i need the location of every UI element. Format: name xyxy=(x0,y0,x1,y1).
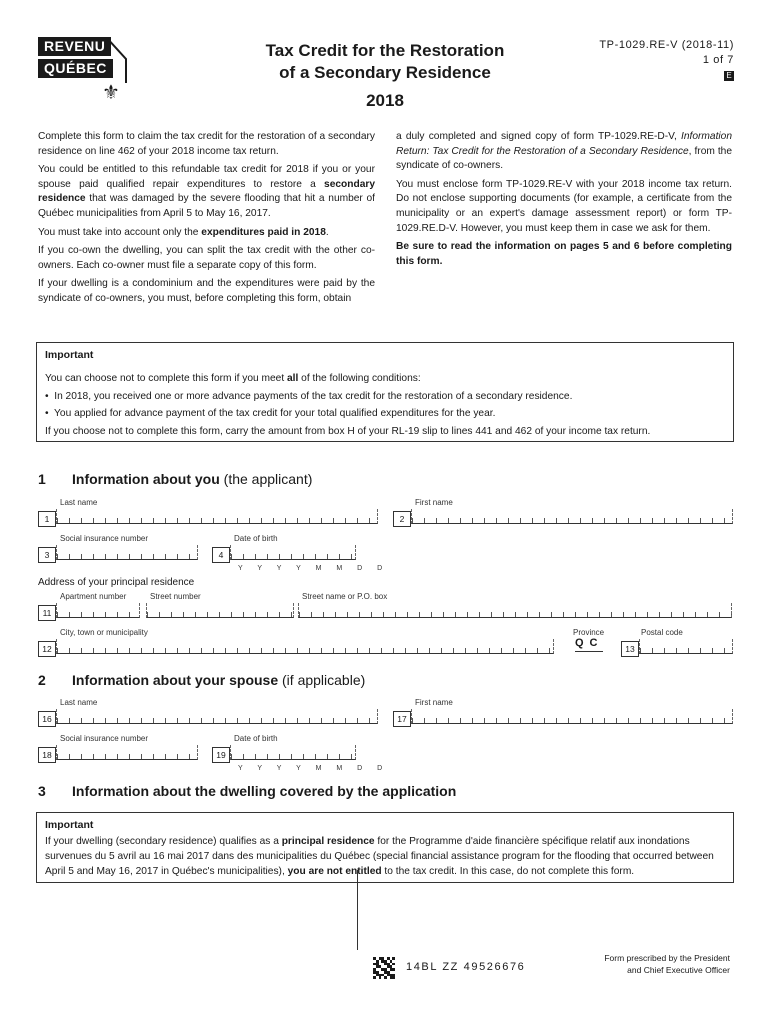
important-line1: You can choose not to complete this form if you meet all of the following conditions: xyxy=(45,373,421,384)
prescribed-by xyxy=(604,952,730,976)
fleur-de-lis-icon: ⚜ xyxy=(102,82,120,104)
important-box-advance-payments xyxy=(36,342,734,442)
logo-line2: QUÉBEC xyxy=(38,59,113,78)
spouse-first-name-input[interactable] xyxy=(411,709,733,724)
vertical-divider xyxy=(357,870,358,950)
page-indicator: 1 of 7 xyxy=(702,54,734,66)
section-3-title: Information about the dwelling covered by the application xyxy=(72,783,457,799)
label-street-number: Street number xyxy=(150,592,201,601)
intro-column-right xyxy=(396,130,732,273)
intro-p7: You must enclose form TP-1029.RE-V with your 2018 income tax return. Do not enclose supporting documents (for example, a certificate from the municipality or an expert's damage assessment report) or form TP-1029.RE.D-V. However, you must keep them in case we ask for them. xyxy=(396,178,732,234)
spouse-last-name-input[interactable] xyxy=(56,709,378,724)
important-lines xyxy=(45,370,650,440)
label-city: City, town or municipality xyxy=(60,628,148,637)
spouse-label-last-name: Last name xyxy=(60,698,98,707)
box-13: 13 xyxy=(621,641,639,657)
applicant-sin-input[interactable] xyxy=(56,545,198,560)
section-1-heading xyxy=(38,471,438,491)
intro-p3: You must take into account only the expenditures paid in 2018. xyxy=(38,226,329,238)
section-2-heading xyxy=(38,672,488,692)
intro-p5: If your dwelling is a condominium and the expenditures were paid by the syndicate of co-owners, you must, before completing this form, obtain xyxy=(38,278,375,304)
spouse-label-dob: Date of birth xyxy=(234,734,278,743)
spouse-sin-input[interactable] xyxy=(56,745,198,760)
street-number-input[interactable] xyxy=(146,603,294,618)
title-line2: of a Secondary Residence xyxy=(279,63,491,82)
box-17: 17 xyxy=(393,711,411,727)
intro-column-left xyxy=(38,130,375,311)
logo-line1: REVENU xyxy=(38,37,111,56)
important2-heading: Important xyxy=(45,819,94,831)
label-dob: Date of birth xyxy=(234,534,278,543)
label-postal-code: Postal code xyxy=(641,628,683,637)
box-12: 12 xyxy=(38,641,56,657)
important-line4: If you choose not to complete this form, carry the amount from box H of your RL-19 slip to lines 441 and 462 of your income tax return. xyxy=(45,425,651,437)
prescribed-line1: Form prescribed by the President xyxy=(604,953,730,963)
dob-format-hint: Y Y Y Y M M D D xyxy=(238,565,389,572)
intro-p4: If you co-own the dwelling, you can split the tax credit with the other co-owners. Each co-owner must file a separate copy of this form. xyxy=(38,245,375,271)
label-street-name: Street name or P.O. box xyxy=(302,592,388,601)
form-title xyxy=(230,40,540,112)
spouse-label-first-name: First name xyxy=(415,698,453,707)
prescribed-line2: and Chief Executive Officer xyxy=(627,965,730,975)
2d-barcode-icon xyxy=(373,957,395,979)
intro-p6: a duly completed and signed copy of form TP-1029.RE-D-V, Information Return: Tax Credit for the Restoration of a Secondary Residence, from the syndicate of co-owners. xyxy=(396,131,732,172)
box-1: 1 xyxy=(38,511,56,527)
important-heading: Important xyxy=(45,349,94,361)
important-box-principal-residence xyxy=(36,812,734,883)
applicant-last-name-input[interactable] xyxy=(56,509,378,524)
street-name-input[interactable] xyxy=(298,603,732,618)
intro-p1: Complete this form to claim the tax credit for the restoration of a secondary residence on line 462 of your 2018 income tax return. xyxy=(38,131,375,157)
section-3-heading xyxy=(38,783,558,803)
city-input[interactable] xyxy=(56,639,554,654)
box-3: 3 xyxy=(38,547,56,563)
intro-p8: Be sure to read the information on pages 5 and 6 before completing this form. xyxy=(396,241,732,267)
label-apartment: Apartment number xyxy=(60,592,127,601)
box-2: 2 xyxy=(393,511,411,527)
label-last-name: Last name xyxy=(60,498,98,507)
intro-p2: You could be entitled to this refundable tax credit for 2018 if you or your spouse paid qualified repair expenditures to restore a secondary residence that was damaged by the severe flooding that hit a number of Québec municipalities from April 5 to May 16, 2017. xyxy=(38,164,375,219)
form-number-block xyxy=(599,38,734,83)
form-number: TP-1029.RE-V (2018-11) xyxy=(599,39,734,51)
province-value: QC xyxy=(575,637,603,652)
section-2-number: 2 xyxy=(38,672,46,688)
language-badge: E xyxy=(724,71,734,81)
spouse-dob-input[interactable] xyxy=(230,745,356,760)
important2-body: If your dwelling (secondary residence) qualifies as a principal residence for the Programme d'aide financière spécifique relatif aux inondations survenues du 5 avril au 16 mai 2017 dans des municipalities du Québec (special financial assistance program for the flooding that occurred between April 5 and May 16, 2017 in Québec's municipalities), you are not entitled to the tax credit. In this case, do not complete this form. xyxy=(45,836,714,877)
form-barcode-number: 14BL ZZ 49526676 xyxy=(406,961,526,973)
postal-code-input[interactable] xyxy=(639,639,733,654)
logo-corner-icon xyxy=(106,37,128,83)
apartment-number-input[interactable] xyxy=(56,603,140,618)
revenu-quebec-logo xyxy=(38,37,126,107)
label-province: Province xyxy=(573,628,605,637)
important-bullet2: • You applied for advance payment of the tax credit for your total qualified expenditures for the year. xyxy=(45,408,496,420)
label-sin: Social insurance number xyxy=(60,534,149,543)
title-line1: Tax Credit for the Restoration xyxy=(265,41,505,60)
spouse-label-sin: Social insurance number xyxy=(60,734,149,743)
spouse-dob-format-hint: Y Y Y Y M M D D xyxy=(238,765,389,772)
box-16: 16 xyxy=(38,711,56,727)
label-first-name: First name xyxy=(415,498,453,507)
section-1-number: 1 xyxy=(38,471,46,487)
box-19: 19 xyxy=(212,747,230,763)
section-3-number: 3 xyxy=(38,783,46,799)
box-11: 11 xyxy=(38,605,56,621)
address-heading: Address of your principal residence xyxy=(38,577,195,588)
important-bullet1: • In 2018, you received one or more advance payments of the tax credit for the restoration of a secondary residence. xyxy=(45,390,573,402)
applicant-first-name-input[interactable] xyxy=(411,509,733,524)
title-year: 2018 xyxy=(366,91,404,110)
applicant-dob-input[interactable] xyxy=(230,545,356,560)
section-1-title: Information about you (the applicant) xyxy=(72,471,313,487)
box-4: 4 xyxy=(212,547,230,563)
box-18: 18 xyxy=(38,747,56,763)
section-2-title: Information about your spouse (if applicable) xyxy=(72,672,366,688)
